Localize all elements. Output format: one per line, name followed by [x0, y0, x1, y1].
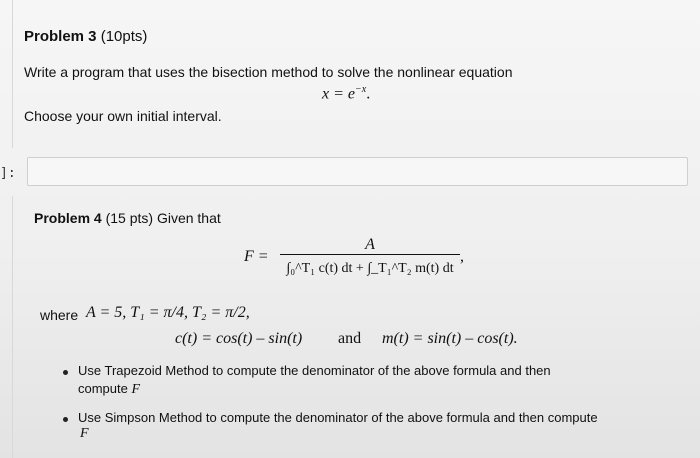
code-input-cell[interactable]	[27, 157, 688, 186]
problem3-description: Write a program that uses the bisection method to solve the nonlinear equation	[24, 64, 513, 80]
m-definition: m(t) = sin(t) – cos(t).	[382, 330, 518, 347]
formula-fraction	[280, 236, 460, 277]
fraction-bar	[280, 254, 460, 255]
bullet-2-var: F	[80, 426, 89, 441]
formula-numerator: A	[365, 236, 375, 253]
cell-prompt: ]:	[0, 166, 16, 181]
problem4-title: Problem 4 (15 pts) Given that	[34, 210, 221, 226]
and-word: and	[338, 330, 362, 347]
problem3-interval-text: Choose your own initial interval.	[24, 108, 222, 124]
bullet-1-line1: Use Trapezoid Method to compute the denominator of the above formula and then	[78, 363, 551, 378]
formula-denominator: ∫₀^T₁ c(t) dt + ∫_T₁^T₂ m(t) dt	[286, 261, 454, 276]
bullet-dot	[63, 370, 68, 375]
problem3-equation: $x = e^{-x}$.	[322, 84, 371, 103]
where-label: where	[40, 307, 79, 323]
bullet-2-line1: Use Simpson Method to compute the denominator of the above formula and then compute	[78, 410, 598, 425]
bullet-1-line2: compute F	[78, 381, 141, 397]
formula-comma: ,	[460, 248, 464, 265]
where-values: A = 5, T₁ = π/4, T₂ = π/2,	[86, 304, 250, 321]
bullet-dot	[63, 417, 68, 422]
c-definition: c(t) = cos(t) – sin(t)	[175, 330, 303, 347]
problem3-title: Problem 3 (10pts)	[24, 28, 148, 45]
F-equals: F =	[244, 248, 269, 265]
